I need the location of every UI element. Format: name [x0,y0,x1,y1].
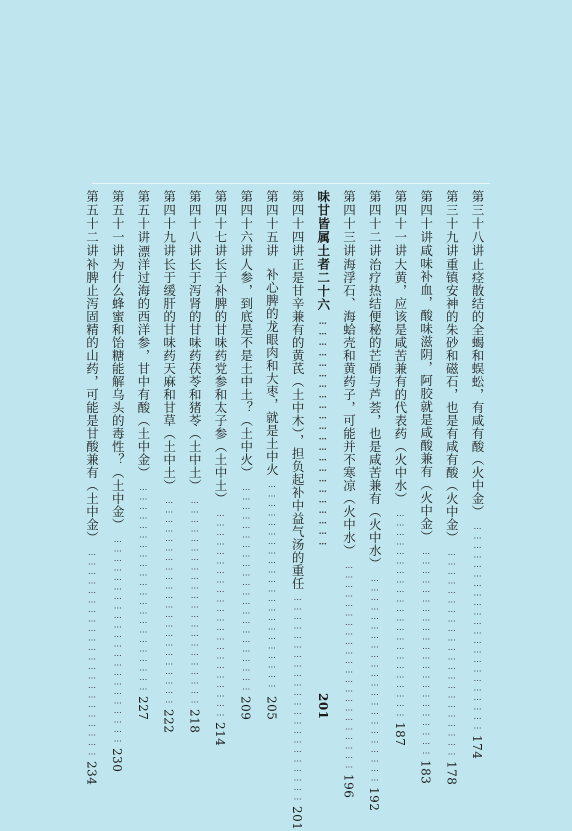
toc-entry-line [207,190,233,746]
lecture-number: 第三十九讲 [444,190,460,258]
page-number: 230 [110,747,125,772]
page-number: 234 [84,760,99,785]
lecture-number: 第四十一讲 [392,190,408,258]
toc-entry[interactable] [464,190,490,759]
toc-entry-line [413,190,439,785]
page-number: 205 [264,695,279,720]
lecture-title: 大黄，应该是咸苦兼有的代表药（火中水） [392,257,408,505]
dot-leader: ………………………………………………………… [317,315,328,547]
lecture-number: 第五十讲 [135,190,151,244]
toc-entry-line [310,190,336,720]
toc-entry-line [181,190,207,733]
lecture-title: 长于缓肝的甘味药天麻和甘草（土中土） [161,257,177,492]
toc-entry-line [104,190,130,772]
toc-entry[interactable] [361,190,387,811]
toc-entry[interactable] [284,190,310,831]
toc-entry-line [233,190,259,720]
lecture-number: 第四十九讲 [161,190,177,258]
toc-entry[interactable] [130,190,156,720]
toc-entry-line [336,190,362,798]
lecture-number: 第四十六讲 [238,190,254,258]
dot-leader: ………………………………………………………… [190,495,200,705]
toc-entry[interactable] [438,190,464,785]
dot-leader: ………………………………………………………… [216,508,225,718]
dot-leader: ………………………………………………………… [395,508,405,718]
lecture-title: 漂洋过海的西洋参，甘中有酸（土中金） [135,244,151,479]
toc-entry-line [258,190,284,720]
lecture-title: 人参，到底是不是土中土？（土中火） [238,257,254,479]
lecture-title: 为什么蜂蜜和饴糖能解乌头的毒性？（土中金） [110,257,126,531]
dot-leader: ………………………………………………………… [473,521,482,731]
toc-entry[interactable] [413,190,439,785]
page-number: 192 [367,786,382,811]
page-number: 183 [418,760,433,785]
lecture-number: 第三十八讲 [470,190,485,258]
lecture-title: 正是甘辛兼有的黄芪（土中木），担负起补中益气汤的重任 [290,257,306,590]
lecture-number: 第四十二讲 [367,190,383,258]
toc-entry-line [438,190,464,785]
lecture-title: 重镇安神的朱砂和磁石，也是有咸有酸（火中金） [444,257,460,544]
lecture-number: 第四十七讲 [213,190,228,258]
lecture-number: 第四十三讲 [341,190,357,258]
page-number: 214 [213,721,227,746]
dot-leader: ………………………………………………………… [370,573,380,783]
table-of-contents [80,190,490,831]
dot-leader: ………………………………………………………… [267,479,277,689]
lecture-number: 第四十八讲 [187,190,203,258]
toc-entry[interactable] [336,190,362,798]
toc-entry[interactable] [104,190,130,772]
toc-section-heading[interactable] [310,190,336,720]
toc-entry[interactable] [181,190,207,733]
dot-leader: ………………………………………………………… [293,593,303,803]
dot-leader: ………………………………………………………… [447,547,457,757]
page-number: 209 [238,695,253,720]
page-number: 174 [470,734,484,759]
page-number: 196 [341,773,356,798]
toc-entry[interactable] [79,190,105,785]
dot-leader: ………………………………………………………… [241,482,251,692]
toc-entry[interactable] [156,190,182,733]
toc-entry-line [284,190,310,831]
dot-leader: ………………………………………………………… [164,495,174,705]
page-number: 178 [444,760,459,785]
lecture-number: 第四十五讲 [264,190,280,258]
lecture-title: 补心脾的龙眼肉和大枣，就是土中火 [264,267,280,476]
toc-entry-line [361,190,387,811]
toc-entry[interactable] [387,190,413,746]
lecture-title: 长于泻肾的甘味药茯苓和猪苓（土中土） [187,257,203,492]
toc-entry-line [130,190,156,720]
lecture-title: 海浮石、海蛤壳和黄药子，可能并不寒凉（火中水） [341,257,357,557]
lecture-title: 治疗热结便秘的芒硝与芦荟，也是咸苦兼有（火中水） [367,257,383,570]
section-title: 味甘皆属土者二十六 [315,190,331,312]
lecture-title: 长于补脾的甘味药党参和太子参（土中土） [213,257,228,505]
toc-entry-line [79,190,105,785]
dot-leader: ………………………………………………………… [344,560,354,770]
lecture-number: 第四十四讲 [290,190,306,258]
page-number: 218 [187,708,202,733]
toc-entry-line [156,190,182,733]
dot-leader: ………………………………………………………… [421,547,431,756]
divider-rule [92,183,490,184]
page-number: 201 [290,806,305,831]
page-number: 187 [392,721,407,746]
page-number: 201 [315,693,330,720]
lecture-number: 第五十一讲 [110,190,126,258]
dot-leader: ………………………………………………………… [113,534,123,744]
page-number: 227 [135,695,150,720]
toc-entry[interactable] [207,190,233,746]
lecture-number: 第五十二讲 [84,190,100,258]
page-number: 222 [161,708,176,733]
toc-entry[interactable] [258,190,284,720]
lecture-title: 补脾止泻固精的山药，可能是甘酸兼有（土中金） [84,257,100,544]
toc-entry-line [464,190,490,759]
lecture-title: 咸味补血，酸味滋阴，阿胶就是咸酸兼有（火中金） [418,244,434,543]
toc-entry[interactable] [233,190,259,720]
lecture-number: 第四十讲 [418,190,434,244]
dot-leader: ………………………………………………………… [138,482,148,692]
dot-leader: ………………………………………………………… [87,547,97,757]
toc-entry-line [387,190,413,746]
lecture-title: 止痉散结的全蝎和蜈蚣，有咸有酸（火中金） [470,257,485,518]
